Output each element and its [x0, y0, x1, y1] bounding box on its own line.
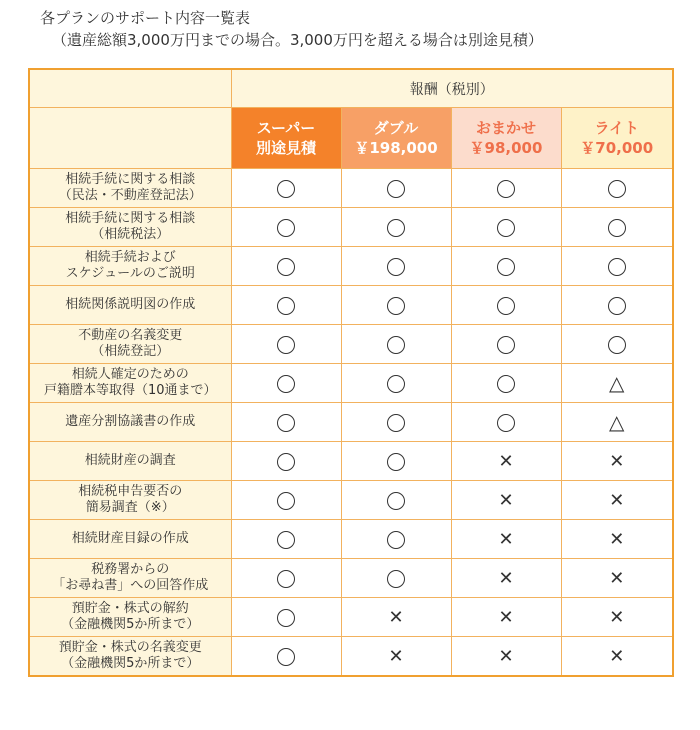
- table-row: [29, 520, 673, 559]
- service-label-line-1: 相続手続に関する相談: [65, 172, 196, 187]
- mark-cell: [341, 559, 451, 598]
- cross-icon: ✕: [609, 567, 625, 589]
- table-row: [29, 403, 673, 442]
- cross-icon: ✕: [609, 645, 625, 667]
- service-label-line-1: 相続財産目録の作成: [71, 531, 189, 546]
- mark-cell: [561, 637, 673, 677]
- service-label-line-2: 戸籍謄本等取得（10通まで）: [43, 383, 217, 398]
- corner-cell: [29, 108, 231, 169]
- circle-icon: [387, 219, 405, 237]
- mark-cell: [451, 520, 561, 559]
- circle-icon: [277, 297, 295, 315]
- service-label: [29, 169, 231, 208]
- mark-cell: [231, 364, 341, 403]
- circle-icon: [277, 570, 295, 588]
- mark-cell: [561, 325, 673, 364]
- table-row: [29, 208, 673, 247]
- mark-cell: [451, 559, 561, 598]
- service-label: [29, 208, 231, 247]
- fee-header-row: [29, 69, 673, 108]
- mark-cell: [561, 481, 673, 520]
- mark-cell: [451, 403, 561, 442]
- table-row: [29, 481, 673, 520]
- cross-icon: ✕: [498, 567, 514, 589]
- cross-icon: ✕: [498, 489, 514, 511]
- mark-cell: [451, 598, 561, 637]
- mark-cell: [231, 637, 341, 677]
- triangle-icon: △: [609, 410, 625, 435]
- service-label-line-2: （民法・不動産登記法）: [58, 188, 202, 203]
- circle-icon: [608, 258, 626, 276]
- plan-comparison-table: [28, 68, 674, 677]
- circle-icon: [277, 531, 295, 549]
- circle-icon: [608, 336, 626, 354]
- plan-name: ダブル: [373, 119, 419, 137]
- service-label: [29, 559, 231, 598]
- table-row: [29, 637, 673, 677]
- plan-price: ￥70,000: [580, 139, 654, 157]
- plan-name: ライト: [594, 119, 640, 137]
- mark-cell: [451, 247, 561, 286]
- table-row: [29, 325, 673, 364]
- mark-cell: [561, 403, 673, 442]
- service-label: [29, 442, 231, 481]
- service-label-line-1: 相続税申告要否の: [78, 484, 183, 499]
- mark-cell: [451, 169, 561, 208]
- table-row: [29, 598, 673, 637]
- cross-icon: ✕: [609, 606, 625, 628]
- circle-icon: [387, 258, 405, 276]
- mark-cell: [561, 598, 673, 637]
- mark-cell: [341, 169, 451, 208]
- mark-cell: [451, 208, 561, 247]
- mark-cell: [561, 286, 673, 325]
- plan-name: おまかせ: [475, 119, 536, 137]
- mark-cell: [451, 286, 561, 325]
- cross-icon: ✕: [498, 528, 514, 550]
- mark-cell: [451, 637, 561, 677]
- mark-cell: [231, 481, 341, 520]
- table-row: [29, 364, 673, 403]
- circle-icon: [387, 336, 405, 354]
- plan-header-double: [341, 108, 451, 169]
- service-label-line-2: スケジュールのご説明: [65, 266, 195, 281]
- mark-cell: [341, 637, 451, 677]
- circle-icon: [277, 609, 295, 627]
- mark-cell: [231, 520, 341, 559]
- service-label-line-2: （金融機関5か所まで）: [61, 617, 200, 632]
- table-row: [29, 442, 673, 481]
- table-row: [29, 169, 673, 208]
- service-label: [29, 403, 231, 442]
- circle-icon: [387, 375, 405, 393]
- circle-icon: [608, 219, 626, 237]
- circle-icon: [497, 219, 515, 237]
- service-label-line-2: 「お尋ね書」への回答作成: [52, 578, 209, 593]
- service-label-line-2: 簡易調査（※）: [85, 500, 175, 515]
- mark-cell: [231, 403, 341, 442]
- circle-icon: [497, 336, 515, 354]
- service-label: [29, 637, 231, 677]
- fee-header: 報酬（税別）: [231, 69, 673, 108]
- circle-icon: [497, 297, 515, 315]
- service-label: [29, 520, 231, 559]
- cross-icon: ✕: [498, 606, 514, 628]
- circle-icon: [497, 375, 515, 393]
- circle-icon: [497, 180, 515, 198]
- plan-price: ￥98,000: [469, 139, 543, 157]
- circle-icon: [277, 336, 295, 354]
- mark-cell: [231, 208, 341, 247]
- circle-icon: [387, 570, 405, 588]
- mark-cell: [341, 325, 451, 364]
- plan-header-super: [231, 108, 341, 169]
- cross-icon: ✕: [609, 489, 625, 511]
- service-label: [29, 247, 231, 286]
- service-label-line-2: （相続登記）: [91, 344, 170, 359]
- service-label: [29, 364, 231, 403]
- mark-cell: [231, 598, 341, 637]
- circle-icon: [608, 180, 626, 198]
- circle-icon: [497, 414, 515, 432]
- service-label-line-1: 相続関係説明図の作成: [65, 297, 196, 312]
- mark-cell: [561, 169, 673, 208]
- mark-cell: [341, 247, 451, 286]
- plan-price: 別途見積: [255, 139, 316, 157]
- mark-cell: [231, 559, 341, 598]
- mark-cell: [561, 364, 673, 403]
- plan-header-lite: [561, 108, 673, 169]
- mark-cell: [341, 481, 451, 520]
- mark-cell: [561, 442, 673, 481]
- circle-icon: [387, 180, 405, 198]
- mark-cell: [341, 598, 451, 637]
- circle-icon: [277, 453, 295, 471]
- circle-icon: [277, 492, 295, 510]
- page-title: 各プランのサポート内容一覧表: [40, 9, 251, 27]
- circle-icon: [608, 297, 626, 315]
- circle-icon: [277, 219, 295, 237]
- circle-icon: [277, 180, 295, 198]
- service-label: [29, 481, 231, 520]
- mark-cell: [231, 286, 341, 325]
- service-label-line-1: 預貯金・株式の解約: [71, 601, 189, 616]
- service-label-line-1: 相続財産の調査: [84, 453, 176, 468]
- circle-icon: [277, 414, 295, 432]
- corner-cell: [29, 69, 231, 108]
- cross-icon: ✕: [388, 606, 404, 628]
- mark-cell: [341, 286, 451, 325]
- circle-icon: [387, 414, 405, 432]
- circle-icon: [497, 258, 515, 276]
- circle-icon: [277, 258, 295, 276]
- service-label-line-1: 預貯金・株式の名義変更: [58, 640, 202, 655]
- mark-cell: [341, 520, 451, 559]
- cross-icon: ✕: [609, 528, 625, 550]
- cross-icon: ✕: [609, 450, 625, 472]
- circle-icon: [387, 531, 405, 549]
- service-label-line-1: 遺産分割協議書の作成: [65, 414, 196, 429]
- mark-cell: [341, 364, 451, 403]
- plan-header-row: [29, 108, 673, 169]
- service-label-line-2: （相続税法）: [91, 227, 170, 242]
- table-row: [29, 559, 673, 598]
- mark-cell: [561, 208, 673, 247]
- mark-cell: [231, 247, 341, 286]
- circle-icon: [277, 375, 295, 393]
- circle-icon: [277, 648, 295, 666]
- plan-price: ￥198,000: [354, 139, 438, 157]
- circle-icon: [387, 297, 405, 315]
- mark-cell: [231, 442, 341, 481]
- cross-icon: ✕: [498, 645, 514, 667]
- plan-name: スーパー: [256, 119, 316, 137]
- cross-icon: ✕: [498, 450, 514, 472]
- mark-cell: [231, 169, 341, 208]
- service-label: [29, 286, 231, 325]
- mark-cell: [341, 442, 451, 481]
- plan-header-omakase: [451, 108, 561, 169]
- triangle-icon: △: [609, 371, 625, 396]
- cross-icon: ✕: [388, 645, 404, 667]
- mark-cell: [451, 442, 561, 481]
- mark-cell: [451, 325, 561, 364]
- mark-cell: [561, 247, 673, 286]
- mark-cell: [231, 325, 341, 364]
- service-label: [29, 325, 231, 364]
- table-row: [29, 247, 673, 286]
- mark-cell: [451, 481, 561, 520]
- service-label-line-2: （金融機関5か所まで）: [61, 656, 200, 671]
- mark-cell: [561, 559, 673, 598]
- table-row: [29, 286, 673, 325]
- circle-icon: [387, 492, 405, 510]
- mark-cell: [341, 208, 451, 247]
- service-label: [29, 598, 231, 637]
- circle-icon: [387, 453, 405, 471]
- mark-cell: [561, 520, 673, 559]
- mark-cell: [451, 364, 561, 403]
- service-label-line-1: 税務署からの: [91, 562, 170, 577]
- service-label-line-1: 不動産の名義変更: [78, 328, 183, 343]
- mark-cell: [341, 403, 451, 442]
- service-label-line-1: 相続人確定のための: [71, 367, 189, 382]
- service-label-line-1: 相続手続および: [84, 250, 176, 265]
- service-label-line-1: 相続手続に関する相談: [65, 211, 196, 226]
- page-subtitle: （遺産総額3,000万円までの場合。3,000万円を超える場合は別途見積）: [52, 31, 543, 49]
